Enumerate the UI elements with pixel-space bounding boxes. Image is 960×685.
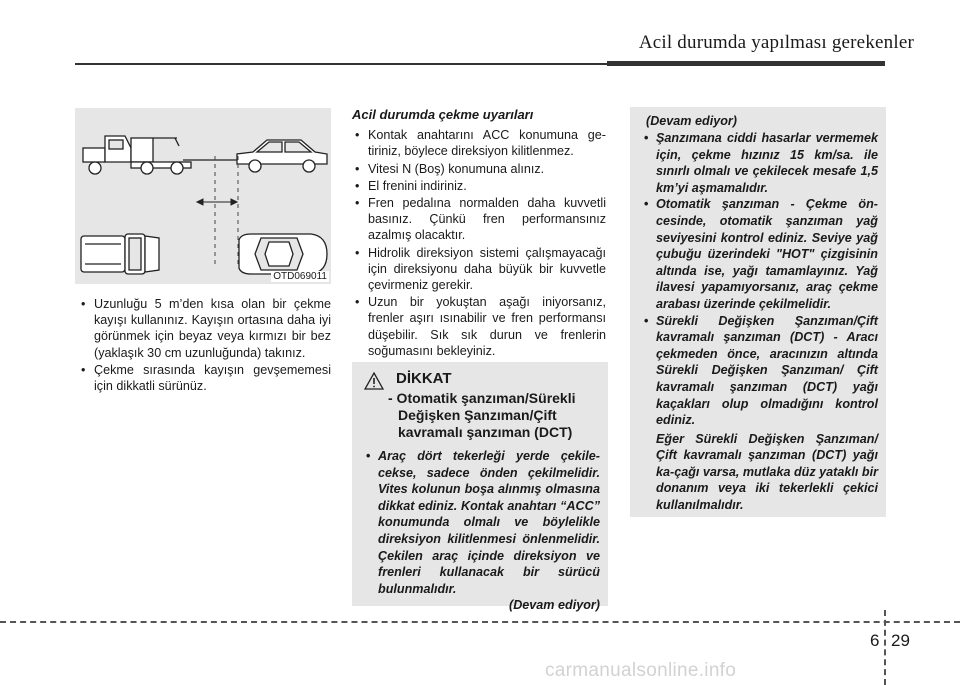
continued-label: (Devam ediyor) — [509, 598, 600, 613]
figure-code: OTD069011 — [273, 271, 327, 282]
caution-bullet-list — [360, 448, 600, 597]
towing-diagram-svg — [75, 108, 331, 284]
section-title: Acil durumda çekme uyarıları — [352, 107, 534, 122]
list-item: • Otomatik şanzıman - Çekme öncesinde, otomatik şanzıman yağ seviyesini kontrol ediniz. Seviye yağ çubuğu üzerindeki "HOT" çizgisinin altında ise, yağı tamamlayınız. Yağ ilavesi yapamıyorsanız, araç çekme arabası üzerinde çekilmelidir. — [638, 196, 878, 312]
sedan-side-icon — [237, 140, 327, 172]
list-item: • Kontak anahtarını ACC konumuna getiriniz, böylece direksiyon kilitlenmez. — [352, 127, 606, 159]
warning-triangle-icon — [364, 372, 384, 390]
list-item: • Fren pedalına normalden daha kuvvetli basınız. Çünkü fren performansınız azalmış olacaktır. — [352, 195, 606, 244]
list-item: • El frenini indiriniz. — [352, 178, 606, 194]
footer-divider — [884, 610, 886, 685]
distance-arrow-icon — [197, 199, 237, 205]
caution-continued-box — [630, 107, 886, 517]
warning-bullet-list — [352, 127, 606, 359]
list-item: • Vitesi N (Boş) konumuna alınız. — [352, 161, 606, 177]
towing-strap-instructions — [78, 296, 331, 395]
page-header-title: Acil durumda yapılması gerekenler — [638, 32, 914, 53]
continued-bullet-list — [638, 130, 878, 429]
caution-header — [360, 370, 600, 390]
list-item: • Hidrolik direksiyon sistemi çalışmayacağı için direksiyonu daha büyük bir kuvvetle çevirmeniz gerekir. — [352, 245, 606, 294]
towing-illustration — [75, 108, 331, 284]
chapter-number: 6 — [870, 631, 880, 650]
caution-box — [352, 362, 608, 613]
sedan-top-icon — [239, 234, 327, 274]
watermark-text: carmanualsonline.info — [545, 660, 737, 681]
continued-heading: (Devam ediyor) — [646, 114, 737, 128]
list-item: • Şanzımana ciddi hasarlar vermemek için, çekme hızınız 15 km/sa. ile sınırlı olmalı ve çekilecek mesafe 1,5 km’yi aşmamalıdır. — [638, 130, 878, 196]
pickup-top-icon — [81, 234, 159, 274]
list-item: • Uzunluğu 5 m’den kısa olan bir çekme kayışı kullanınız. Kayışın ortasına daha iyi görünmek için beyaz veya kırmızı bir bez (yaklaşık 30 cm uzunluğunda) takınız. — [78, 296, 331, 361]
tow-truck-icon — [83, 136, 191, 174]
continued-extra-paragraph: Eğer Sürekli Değişken Şanzıman/ Çift kavramalı şanzıman (DCT) yağı ka-çağı varsa, mutlaka düz yataklı bir donanım veya iki tekerlekli çekici kullanılmalıdır. — [656, 431, 878, 513]
list-item: • Uzun bir yokuştan aşağı iniyorsanız, frenler aşırı ısınabilir ve fren performansı düşebilir. Sık sık durun ve frenlerin soğumasını bekleyiniz. — [352, 294, 606, 359]
header-rule-accent — [607, 61, 885, 66]
strap-bullet-list — [78, 296, 331, 394]
list-item: • Araç dört tekerleği yerde çekilecekse, sadece önden çekilmelidir. Vites kolunun boşa alınmış olmasına dikkat ediniz. Kontak anahtarı “ACC” konumunda olmalı ve böylelikle direksiyon kilitlenmesi önlenmelidir. Çekilen araç içinde direksiyon ve frenleri kullanacak bir sürücü bulunmalıdır. — [360, 448, 600, 597]
page-number: 29 — [891, 631, 910, 650]
footer-rule — [0, 621, 960, 623]
list-item: • Çekme sırasında kayışın gevşememesi için dikkatli sürünüz. — [78, 362, 331, 394]
list-item: • Sürekli Değişken Şanzıman/Çift kavramalı şanzıman (DCT) - Aracı çekmeden önce, aracınızın altında Sürekli Değişken Şanzıman/ Çift kavramalı şanzıman (DCT) yağı kaçakları olup olmadığını kontrol ediniz. — [638, 313, 878, 429]
emergency-towing-warnings — [352, 107, 606, 360]
caution-subtitle: - Otomatik şanzıman/Sürekli Değişken Şanzıman/Çift kavramalı şanzıman (DCT) — [388, 390, 576, 440]
caution-word: DİKKAT — [396, 370, 452, 387]
